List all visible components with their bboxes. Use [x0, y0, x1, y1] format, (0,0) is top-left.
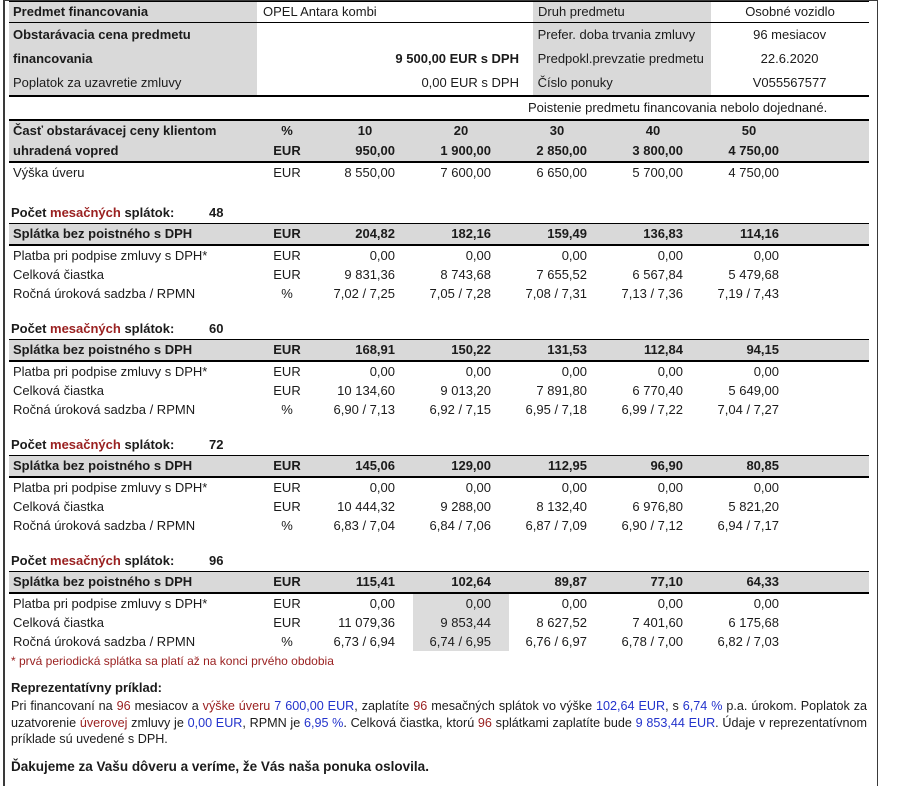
count-suffix: splátok:	[120, 437, 175, 452]
row-label: Splátka bez poistného s DPH	[13, 226, 193, 241]
total-value-cell: 10 134,60	[337, 383, 395, 398]
advance-pct-cell: 30	[549, 123, 565, 138]
eur-unit: EUR	[273, 364, 301, 379]
advance-payment-header	[9, 121, 869, 163]
total-value-cell: 6 770,40	[632, 383, 683, 398]
installment-value-cell: 168,91	[355, 342, 395, 357]
loan-value-cell: 6 650,00	[536, 165, 587, 180]
installment-value-cell: 115,41	[355, 574, 395, 589]
rate-value-cell: 6,84 / 7,06	[429, 518, 491, 533]
installment-value-cell: 112,95	[547, 458, 587, 473]
row-label: Platba pri podpise zmluvy s DPH*	[13, 480, 208, 495]
advance-label-line1: Časť obstarávacej ceny klientom	[13, 123, 217, 138]
row-label: Splátka bez poistného s DPH	[13, 574, 193, 589]
eur-unit: EUR	[273, 499, 301, 514]
percent-unit: %	[281, 123, 293, 138]
total-amount-row	[9, 497, 869, 516]
row-label: Platba pri podpise zmluvy s DPH*	[13, 364, 208, 379]
total-value-cell: 11 079,36	[338, 615, 395, 630]
row-label: Celková čiastka	[13, 267, 105, 282]
row-label: Splátka bez poistného s DPH	[13, 342, 193, 357]
percent-unit: %	[281, 634, 293, 649]
row-label: Ročná úroková sadzba / RPMN	[13, 518, 196, 533]
installment-value-cell: 96,90	[650, 458, 683, 473]
eur-unit: EUR	[273, 383, 301, 398]
total-value-cell: 6 976,80	[632, 499, 683, 514]
signing-payment-row	[9, 478, 869, 497]
spacer	[521, 23, 533, 95]
row-label: Celková čiastka	[13, 615, 105, 630]
eur-unit: EUR	[273, 596, 301, 611]
rate-value-cell: 7,04 / 7,27	[717, 402, 779, 417]
price-label-line1: Obstarávacia cena predmetu	[9, 23, 257, 47]
eur-unit: EUR	[273, 615, 301, 630]
rate-value-cell: 6,90 / 7,12	[621, 518, 683, 533]
eur-unit: EUR	[273, 574, 301, 589]
installment-value-cell: 145,06	[355, 458, 395, 473]
installment-plan-block	[9, 203, 869, 303]
percent-unit: %	[281, 518, 293, 533]
count-prefix: Počet	[11, 437, 51, 452]
installment-value-cell: 102,64	[451, 574, 491, 589]
price-value: 9 500,00 EUR s DPH	[395, 51, 519, 66]
total-value-cell: 6 175,68	[728, 615, 779, 630]
count-prefix: Počet	[11, 553, 51, 568]
installment-count-title	[9, 435, 869, 455]
signing-value-cell: 0,00	[657, 596, 683, 611]
row-label: Splátka bez poistného s DPH	[13, 458, 193, 473]
installment-value-cell: 150,22	[451, 342, 491, 357]
installment-value-cell: 182,16	[451, 226, 491, 241]
signing-value-cell: 0,00	[465, 248, 491, 263]
eur-unit: EUR	[273, 267, 301, 282]
advance-eur-cell: 1 900,00	[440, 143, 491, 158]
handover-value: 22.6.2020	[760, 51, 819, 66]
installment-value-cell: 64,33	[746, 574, 779, 589]
advance-pct-cell: 50	[741, 123, 757, 138]
price-and-terms-section	[9, 23, 869, 97]
representative-example-text: Pri financovaní na 96 mesiacov a výške úveru 7 600,00 EUR, zaplatíte 96 mesačných splátok vo výške 102,64 EUR, s 6,74 % p.a. úrokom. Poplatok za uzatvorenie úverovej zmluvy je 0,00 EUR, RPMN je 6,95 %. Celková čiastka, ktorú 96 splátkami zaplatíte bude 9 853,44 EUR. Údaje v reprezentatívnom príklade sú uvedené s DPH.	[11, 699, 868, 746]
fee-label: Poplatok za uzavretie zmluvy	[9, 71, 257, 95]
subject-value: OPEL Antara kombi	[263, 4, 377, 19]
row-label: Ročná úroková sadzba / RPMN	[13, 634, 196, 649]
total-amount-row	[9, 381, 869, 400]
installment-value-cell: 112,84	[643, 342, 683, 357]
signing-value-cell: 0,00	[561, 480, 587, 495]
signing-value-cell: 0,00	[561, 364, 587, 379]
document-page	[3, 0, 878, 786]
rate-value-cell: 7,08 / 7,31	[525, 286, 587, 301]
installment-header-row	[9, 223, 869, 246]
rate-value-cell: 6,87 / 7,09	[525, 518, 587, 533]
total-value-cell: 9 288,00	[440, 499, 491, 514]
installment-value-cell: 159,49	[547, 226, 587, 241]
eur-unit: EUR	[273, 143, 301, 158]
rate-value-cell: 6,76 / 6,97	[525, 634, 587, 649]
signing-value-cell: 0,00	[369, 480, 395, 495]
row-label: Ročná úroková sadzba / RPMN	[13, 286, 196, 301]
signing-payment-row	[9, 362, 869, 381]
offer-number-value: V055567577	[752, 75, 827, 90]
signing-value-cell: 0,00	[657, 480, 683, 495]
row-label: Platba pri podpise zmluvy s DPH*	[13, 248, 208, 263]
rate-value-cell: 6,99 / 7,22	[621, 402, 683, 417]
rate-value-cell: 6,92 / 7,15	[429, 402, 491, 417]
total-value-cell: 8 132,40	[536, 499, 587, 514]
advance-eur-cell: 2 850,00	[536, 143, 587, 158]
rate-value-cell: 6,83 / 7,04	[333, 518, 395, 533]
rate-value-cell: 7,02 / 7,25	[333, 286, 395, 301]
total-value-cell: 5 479,68	[728, 267, 779, 282]
count-prefix: Počet	[11, 205, 51, 220]
eur-unit: EUR	[273, 458, 301, 473]
signing-value-cell: 0,00	[465, 480, 491, 495]
total-value-cell: 9 013,20	[440, 383, 491, 398]
installment-header-row	[9, 571, 869, 594]
total-amount-row	[9, 265, 869, 284]
row-label: Celková čiastka	[13, 499, 105, 514]
eur-unit: EUR	[273, 226, 301, 241]
installment-value-cell: 114,16	[739, 226, 779, 241]
subject-row	[9, 1, 869, 23]
offer-number-label: Číslo ponuky	[533, 71, 711, 95]
handover-label: Predpokl.prevzatie predmetu	[533, 47, 711, 71]
rate-value-cell: 6,90 / 7,13	[333, 402, 395, 417]
installment-value-cell: 131,53	[547, 342, 587, 357]
months-count: 72	[209, 437, 224, 452]
signing-payment-row	[9, 594, 869, 613]
percent-unit: %	[281, 286, 293, 301]
signing-payment-row	[9, 246, 869, 265]
installment-value-cell: 204,82	[355, 226, 395, 241]
rate-value-cell: 6,73 / 6,94	[333, 634, 395, 649]
count-highlight: mesačných	[50, 437, 121, 452]
installment-header-row	[9, 339, 869, 362]
months-count: 60	[209, 321, 224, 336]
months-count: 48	[209, 205, 224, 220]
price-column	[9, 23, 521, 95]
signing-value-cell: 0,00	[657, 364, 683, 379]
rate-value-cell: 6,95 / 7,18	[525, 402, 587, 417]
terms-column	[533, 23, 869, 95]
representative-example-title: Reprezentatívny príklad:	[11, 680, 162, 695]
type-value: Osobné vozidlo	[745, 4, 835, 19]
interest-rate-row	[9, 400, 869, 419]
total-value-cell: 10 444,32	[337, 499, 395, 514]
insurance-note: Poistenie predmetu financovania nebolo dojednané.	[9, 97, 869, 121]
signing-value-cell: 0,00	[753, 248, 779, 263]
rate-value-cell: 7,13 / 7,36	[621, 286, 683, 301]
advance-eur-cell: 4 750,00	[728, 143, 779, 158]
installment-plan-block	[9, 551, 869, 651]
first-installment-footnote: * prvá periodická splátka sa platí až na konci prvého obdobia	[11, 654, 334, 668]
advance-label-line2: uhradená vopred	[13, 143, 119, 158]
total-value-cell: 5 649,00	[728, 383, 779, 398]
rate-value-cell: 7,05 / 7,28	[429, 286, 491, 301]
total-value-cell: 7 891,80	[536, 383, 587, 398]
loan-value-cell: 7 600,00	[440, 165, 491, 180]
duration-value: 96 mesiacov	[753, 27, 827, 42]
eur-unit: EUR	[273, 342, 301, 357]
total-value-cell: 8 743,68	[440, 267, 491, 282]
total-value-cell: 8 627,52	[536, 615, 587, 630]
interest-rate-row	[9, 284, 869, 303]
duration-label: Prefer. doba trvania zmluvy	[533, 23, 711, 47]
interest-rate-row	[9, 516, 869, 535]
rate-value-cell: 6,82 / 7,03	[717, 634, 779, 649]
loan-value-cell: 8 550,00	[344, 165, 395, 180]
rate-value-cell: 6,78 / 7,00	[621, 634, 683, 649]
count-highlight: mesačných	[50, 553, 121, 568]
fee-value: 0,00 EUR s DPH	[421, 75, 519, 90]
signing-value-cell: 0,00	[753, 364, 779, 379]
installment-header-row	[9, 455, 869, 478]
installment-value-cell: 89,87	[554, 574, 587, 589]
loan-amount-row	[9, 163, 869, 183]
advance-eur-cell: 950,00	[355, 143, 395, 158]
signing-value-cell: 0,00	[369, 248, 395, 263]
percent-unit: %	[281, 402, 293, 417]
count-suffix: splátok:	[120, 321, 175, 336]
rate-value-cell: 7,19 / 7,43	[717, 286, 779, 301]
installment-value-cell: 80,85	[746, 458, 779, 473]
advance-eur-cell: 3 800,00	[632, 143, 683, 158]
installment-blocks	[9, 203, 869, 651]
closing-message: Ďakujeme za Vašu dôveru a veríme, že Vás naša ponuka oslovila.	[11, 758, 429, 774]
count-suffix: splátok:	[120, 205, 175, 220]
months-count: 96	[209, 553, 224, 568]
total-amount-row	[9, 613, 869, 632]
eur-unit: EUR	[273, 165, 301, 180]
spacer	[521, 2, 533, 22]
total-value-cell: 6 567,84	[632, 267, 683, 282]
installment-count-title	[9, 319, 869, 339]
row-label: Platba pri podpise zmluvy s DPH*	[13, 596, 208, 611]
signing-value-cell: 0,00	[413, 594, 509, 613]
eur-unit: EUR	[273, 248, 301, 263]
signing-value-cell: 0,00	[369, 596, 395, 611]
rate-value-cell: 6,74 / 6,95	[413, 632, 509, 651]
price-label-line2: financovania	[9, 47, 257, 71]
count-highlight: mesačných	[50, 321, 121, 336]
interest-rate-row	[9, 632, 869, 651]
installment-value-cell: 77,10	[650, 574, 683, 589]
installment-value-cell: 129,00	[451, 458, 491, 473]
signing-value-cell: 0,00	[753, 596, 779, 611]
installment-count-title	[9, 551, 869, 571]
installment-plan-block	[9, 319, 869, 419]
rate-value-cell: 6,94 / 7,17	[717, 518, 779, 533]
installment-value-cell: 136,83	[643, 226, 683, 241]
row-label: Celková čiastka	[13, 383, 105, 398]
loan-label: Výška úveru	[13, 165, 85, 180]
row-label: Ročná úroková sadzba / RPMN	[13, 402, 196, 417]
loan-value-cell: 4 750,00	[728, 165, 779, 180]
advance-pct-cell: 10	[357, 123, 373, 138]
installment-count-title	[9, 203, 869, 223]
total-value-cell: 7 655,52	[536, 267, 587, 282]
installment-value-cell: 94,15	[746, 342, 779, 357]
signing-value-cell: 0,00	[369, 364, 395, 379]
total-value-cell: 7 401,60	[632, 615, 683, 630]
installment-plan-block	[9, 435, 869, 535]
signing-value-cell: 0,00	[561, 248, 587, 263]
type-label: Druh predmetu	[533, 2, 711, 22]
count-prefix: Počet	[11, 321, 51, 336]
signing-value-cell: 0,00	[657, 248, 683, 263]
eur-unit: EUR	[273, 480, 301, 495]
signing-value-cell: 0,00	[561, 596, 587, 611]
signing-value-cell: 0,00	[753, 480, 779, 495]
advance-pct-cell: 40	[645, 123, 661, 138]
total-value-cell: 9 831,36	[344, 267, 395, 282]
subject-label: Predmet financovania	[9, 2, 257, 22]
total-value-cell: 9 853,44	[413, 613, 509, 632]
count-suffix: splátok:	[120, 553, 175, 568]
advance-pct-cell: 20	[453, 123, 469, 138]
signing-value-cell: 0,00	[465, 364, 491, 379]
count-highlight: mesačných	[50, 205, 121, 220]
loan-value-cell: 5 700,00	[632, 165, 683, 180]
total-value-cell: 5 821,20	[728, 499, 779, 514]
